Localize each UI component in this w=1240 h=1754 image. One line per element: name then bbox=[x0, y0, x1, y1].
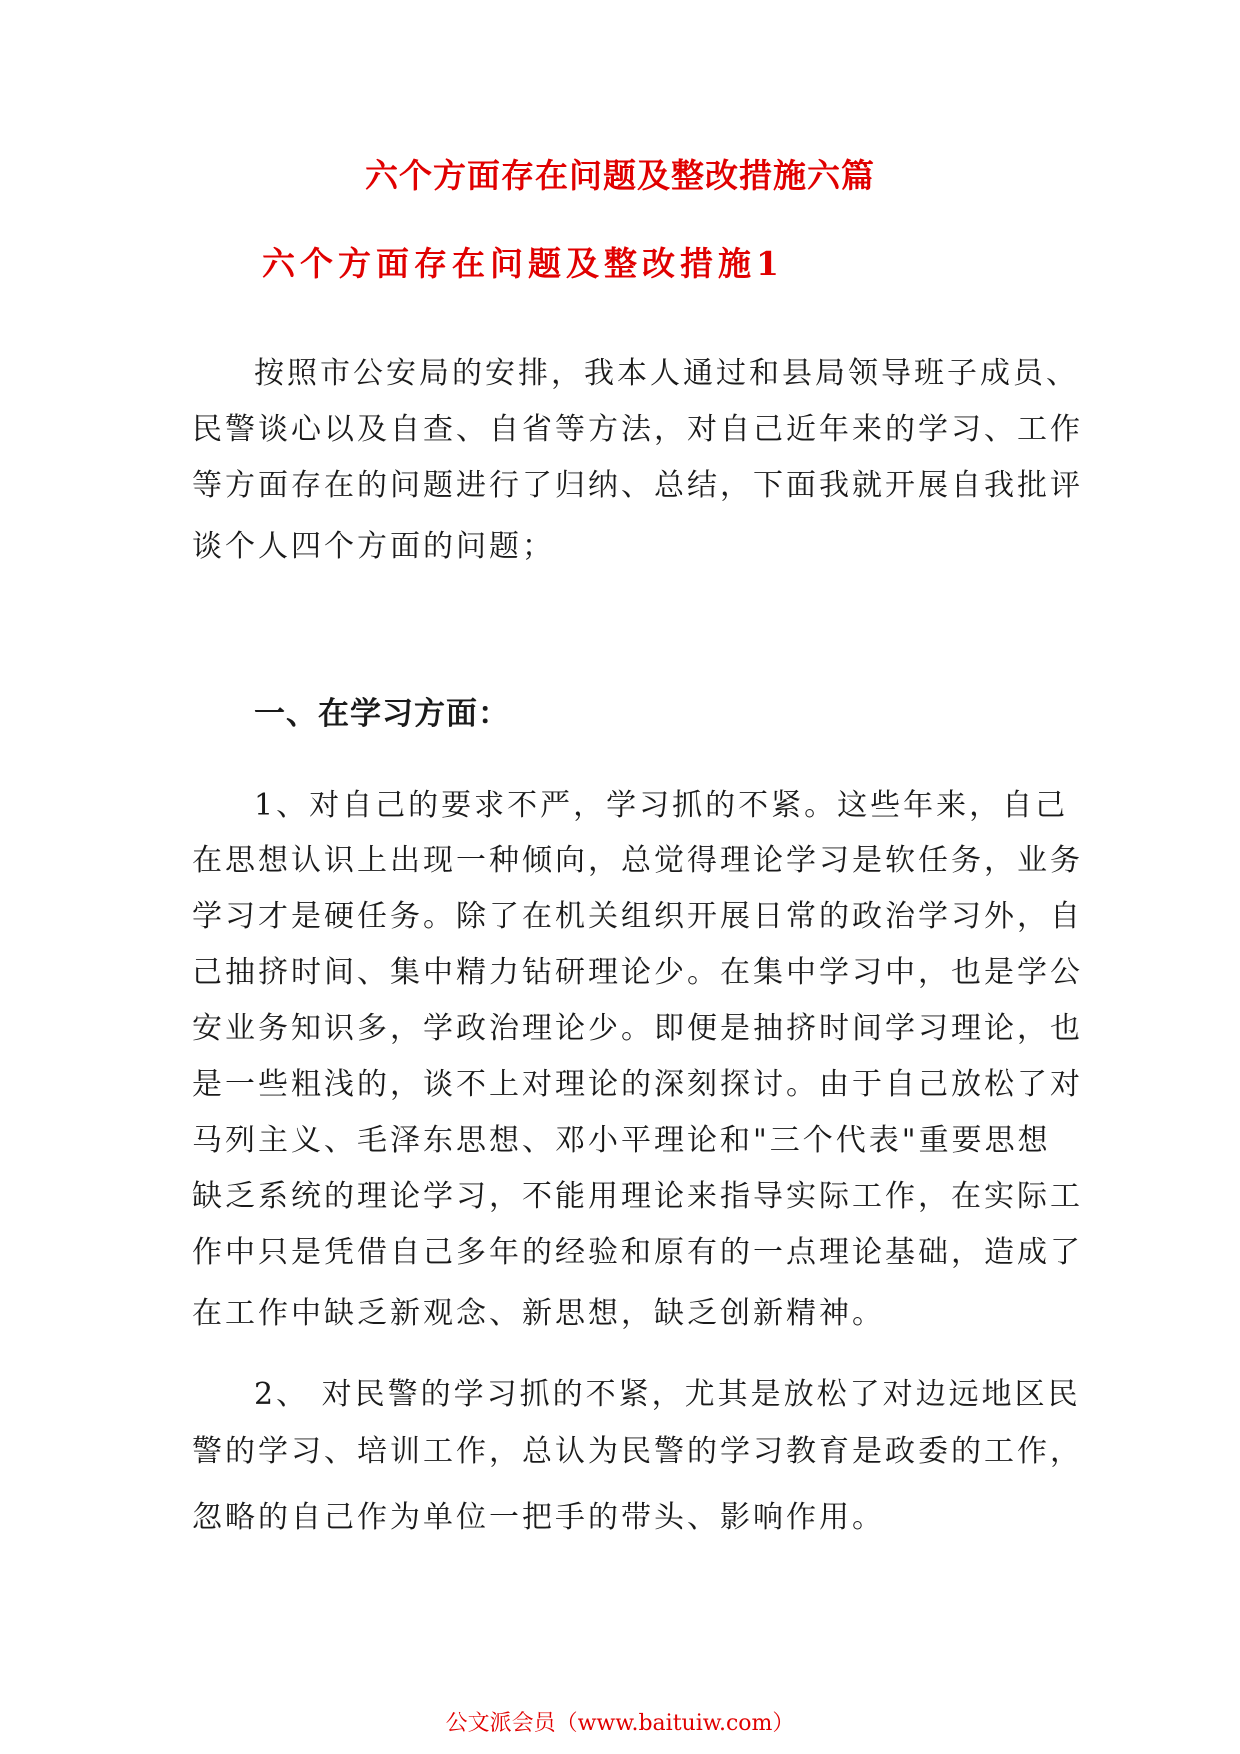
intro-line: 谈个人四个方面的问题； bbox=[192, 529, 555, 564]
document-title: 六个方面存在问题及整改措施六篇 bbox=[365, 156, 875, 195]
item-1-line: 1、对自己的要求不严，学习抓的不紧。这些年来，自己 bbox=[254, 788, 1069, 823]
item-1-line: 安业务知识多，学政治理论少。即便是抽挤时间学习理论，也 bbox=[192, 1011, 1083, 1046]
item-1-line: 缺乏系统的理论学习，不能用理论来指导实际工作，在实际工 bbox=[192, 1179, 1083, 1214]
item-1-line: 作中只是凭借自己多年的经验和原有的一点理论基础，造成了 bbox=[192, 1235, 1083, 1270]
item-1-line: 在工作中缺乏新观念、新思想，缺乏创新精神。 bbox=[192, 1296, 885, 1331]
footer-watermark: 公文派会员（www.baituiw.com） bbox=[445, 1711, 795, 1736]
intro-line: 民警谈心以及自查、自省等方法，对自己近年来的学习、工作 bbox=[192, 412, 1083, 447]
item-1-line: 马列主义、毛泽东思想、邓小平理论和"三个代表"重要思想 bbox=[192, 1123, 1051, 1158]
intro-line: 按照市公安局的安排，我本人通过和县局领导班子成员、 bbox=[254, 356, 1079, 391]
item-2-line: 警的学习、培训工作，总认为民警的学习教育是政委的工作， bbox=[192, 1434, 1083, 1469]
item-1-line: 学习才是硬任务。除了在机关组织开展日常的政治学习外，自 bbox=[192, 899, 1083, 934]
item-2-line: 2、 对民警的学习抓的不紧，尤其是放松了对边远地区民 bbox=[254, 1377, 1081, 1412]
intro-line: 等方面存在的问题进行了归纳、总结，下面我就开展自我批评 bbox=[192, 468, 1083, 503]
item-1-line: 己抽挤时间、集中精力钻研理论少。在集中学习中，也是学公 bbox=[192, 955, 1083, 990]
item-2-line: 忽略的自己作为单位一把手的带头、影响作用。 bbox=[192, 1500, 885, 1535]
item-1-line: 是一些粗浅的，谈不上对理论的深刻探讨。由于自己放松了对 bbox=[192, 1067, 1083, 1102]
item-1-line: 在思想认识上出现一种倾向，总觉得理论学习是软任务，业务 bbox=[192, 843, 1083, 878]
section-title: 六个方面存在问题及整改措施1 bbox=[262, 244, 784, 283]
heading-study: 一、在学习方面： bbox=[254, 696, 510, 732]
